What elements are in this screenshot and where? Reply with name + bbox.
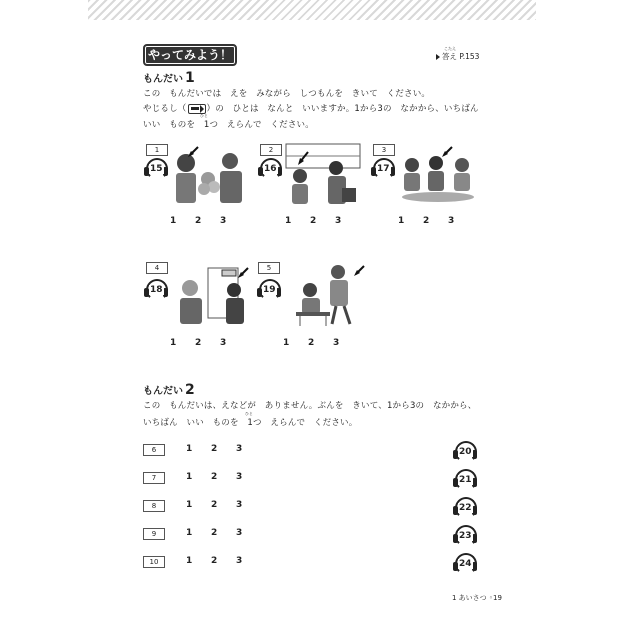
q2-line2-ruby: ひと (245, 411, 253, 416)
q1-number: 1 (185, 70, 195, 86)
q2-line2-end: えらんで ください。 (261, 418, 358, 428)
audio-track-icon[interactable] (452, 496, 480, 516)
q1-line3-kanji: 1つ (203, 120, 219, 130)
choice-3[interactable]: 3 (448, 216, 455, 226)
track-number: 17 (377, 164, 390, 174)
audio-track-icon[interactable] (370, 157, 398, 177)
illustration-dinner-table (398, 145, 478, 205)
answer-reference[interactable] (436, 46, 480, 62)
choice-2[interactable]: 2 (211, 528, 218, 538)
q2-heading (143, 382, 195, 398)
item-number-box: 6 (143, 444, 165, 456)
arrow-right-icon (188, 104, 206, 114)
choice-3[interactable]: 3 (333, 338, 340, 348)
section-title-text: やってみよう！ (147, 48, 232, 62)
choice-1[interactable]: 1 (285, 216, 292, 226)
illustration-people-flowers (168, 145, 250, 205)
choice-1[interactable]: 1 (186, 500, 193, 510)
choice-1[interactable]: 1 (170, 338, 177, 348)
choice-1[interactable]: 1 (186, 528, 193, 538)
q1-instruction-line1: この もんだいでは えを みながら しつもんを きいて ください。 (143, 89, 431, 99)
track-number: 20 (459, 447, 472, 457)
illustration-shop-scene (284, 140, 364, 206)
footer-chapter: 1 あいさつ (452, 594, 487, 602)
answer-label: 答え (442, 52, 457, 61)
track-number: 23 (459, 531, 472, 541)
choice-3[interactable]: 3 (236, 556, 243, 566)
q2-instruction-line2 (143, 416, 357, 428)
audio-track-icon[interactable] (257, 157, 285, 177)
footer-page-number: 19 (493, 594, 502, 602)
q1-instruction-line3 (143, 118, 314, 130)
q2-heading-label: もんだい (143, 386, 183, 397)
choice-2[interactable]: 2 (308, 338, 315, 348)
track-number: 24 (459, 559, 472, 569)
track-number: 16 (264, 164, 277, 174)
q1-line2-end: ）の ひとは なんと いいますか。1から3の なかから、いちばん (206, 104, 479, 114)
track-number: 21 (459, 475, 472, 485)
choice-1[interactable]: 1 (170, 216, 177, 226)
q1-heading-label: もんだい (143, 74, 183, 85)
audio-track-icon[interactable] (143, 157, 171, 177)
choice-3[interactable]: 3 (236, 444, 243, 454)
choice-1[interactable]: 1 (186, 444, 193, 454)
choice-1[interactable]: 1 (186, 472, 193, 482)
audio-track-icon[interactable] (452, 552, 480, 572)
item-number-box: 1 (146, 144, 168, 156)
item-number-box: 5 (258, 262, 280, 274)
item-number-box: 9 (143, 528, 165, 540)
track-number: 22 (459, 503, 472, 513)
q2-line2-kanji: 1つ (247, 418, 262, 428)
choice-3[interactable]: 3 (236, 472, 243, 482)
triangle-icon (436, 54, 440, 60)
q1-instruction-line2 (143, 102, 479, 114)
audio-track-icon[interactable] (452, 440, 480, 460)
choice-2[interactable]: 2 (195, 216, 202, 226)
choice-2[interactable]: 2 (211, 500, 218, 510)
page-footer: 1 あいさつ ◦19 (452, 594, 502, 602)
track-number: 18 (150, 285, 163, 295)
q2-number: 2 (185, 382, 195, 398)
section-title (143, 44, 237, 66)
choice-2[interactable]: 2 (211, 556, 218, 566)
choice-3[interactable]: 3 (220, 216, 227, 226)
choice-2[interactable]: 2 (211, 444, 218, 454)
audio-track-icon[interactable] (452, 468, 480, 488)
q2-instruction-line1: この もんだいは、えなどが ありません。ぶんを きいて、1から3の なかから、 (143, 401, 477, 411)
audio-track-icon[interactable] (452, 524, 480, 544)
choice-2[interactable]: 2 (310, 216, 317, 226)
q1-line2-start: やじるし（ (143, 104, 187, 114)
illustration-classroom (292, 262, 368, 328)
item-number-box: 3 (373, 144, 395, 156)
choice-3[interactable]: 3 (236, 500, 243, 510)
audio-track-icon[interactable] (256, 278, 284, 298)
choice-3[interactable]: 3 (220, 338, 227, 348)
choice-2[interactable]: 2 (423, 216, 430, 226)
q2-line2-start: いちばん いい ものを (143, 418, 248, 428)
choice-1[interactable]: 1 (398, 216, 405, 226)
item-number-box: 8 (143, 500, 165, 512)
q1-line3-end: えらんで ください。 (218, 120, 314, 130)
answer-ruby: こたえ (444, 46, 456, 51)
q1-line3-start: いい ものを (143, 120, 204, 130)
choice-1[interactable]: 1 (283, 338, 290, 348)
choice-3[interactable]: 3 (236, 528, 243, 538)
choice-3[interactable]: 3 (335, 216, 342, 226)
q1-line3-ruby: ひと (200, 113, 208, 118)
q1-heading (143, 70, 195, 86)
answer-page: P.153 (459, 52, 480, 61)
item-number-box: 2 (260, 144, 282, 156)
track-number: 19 (263, 285, 276, 295)
choice-1[interactable]: 1 (186, 556, 193, 566)
choice-2[interactable]: 2 (211, 472, 218, 482)
choice-2[interactable]: 2 (195, 338, 202, 348)
item-number-box: 10 (143, 556, 165, 568)
track-number: 15 (150, 164, 163, 174)
item-number-box: 4 (146, 262, 168, 274)
header-stripe (88, 0, 536, 20)
illustration-office-meeting (172, 262, 252, 326)
audio-track-icon[interactable] (143, 278, 171, 298)
item-number-box: 7 (143, 472, 165, 484)
